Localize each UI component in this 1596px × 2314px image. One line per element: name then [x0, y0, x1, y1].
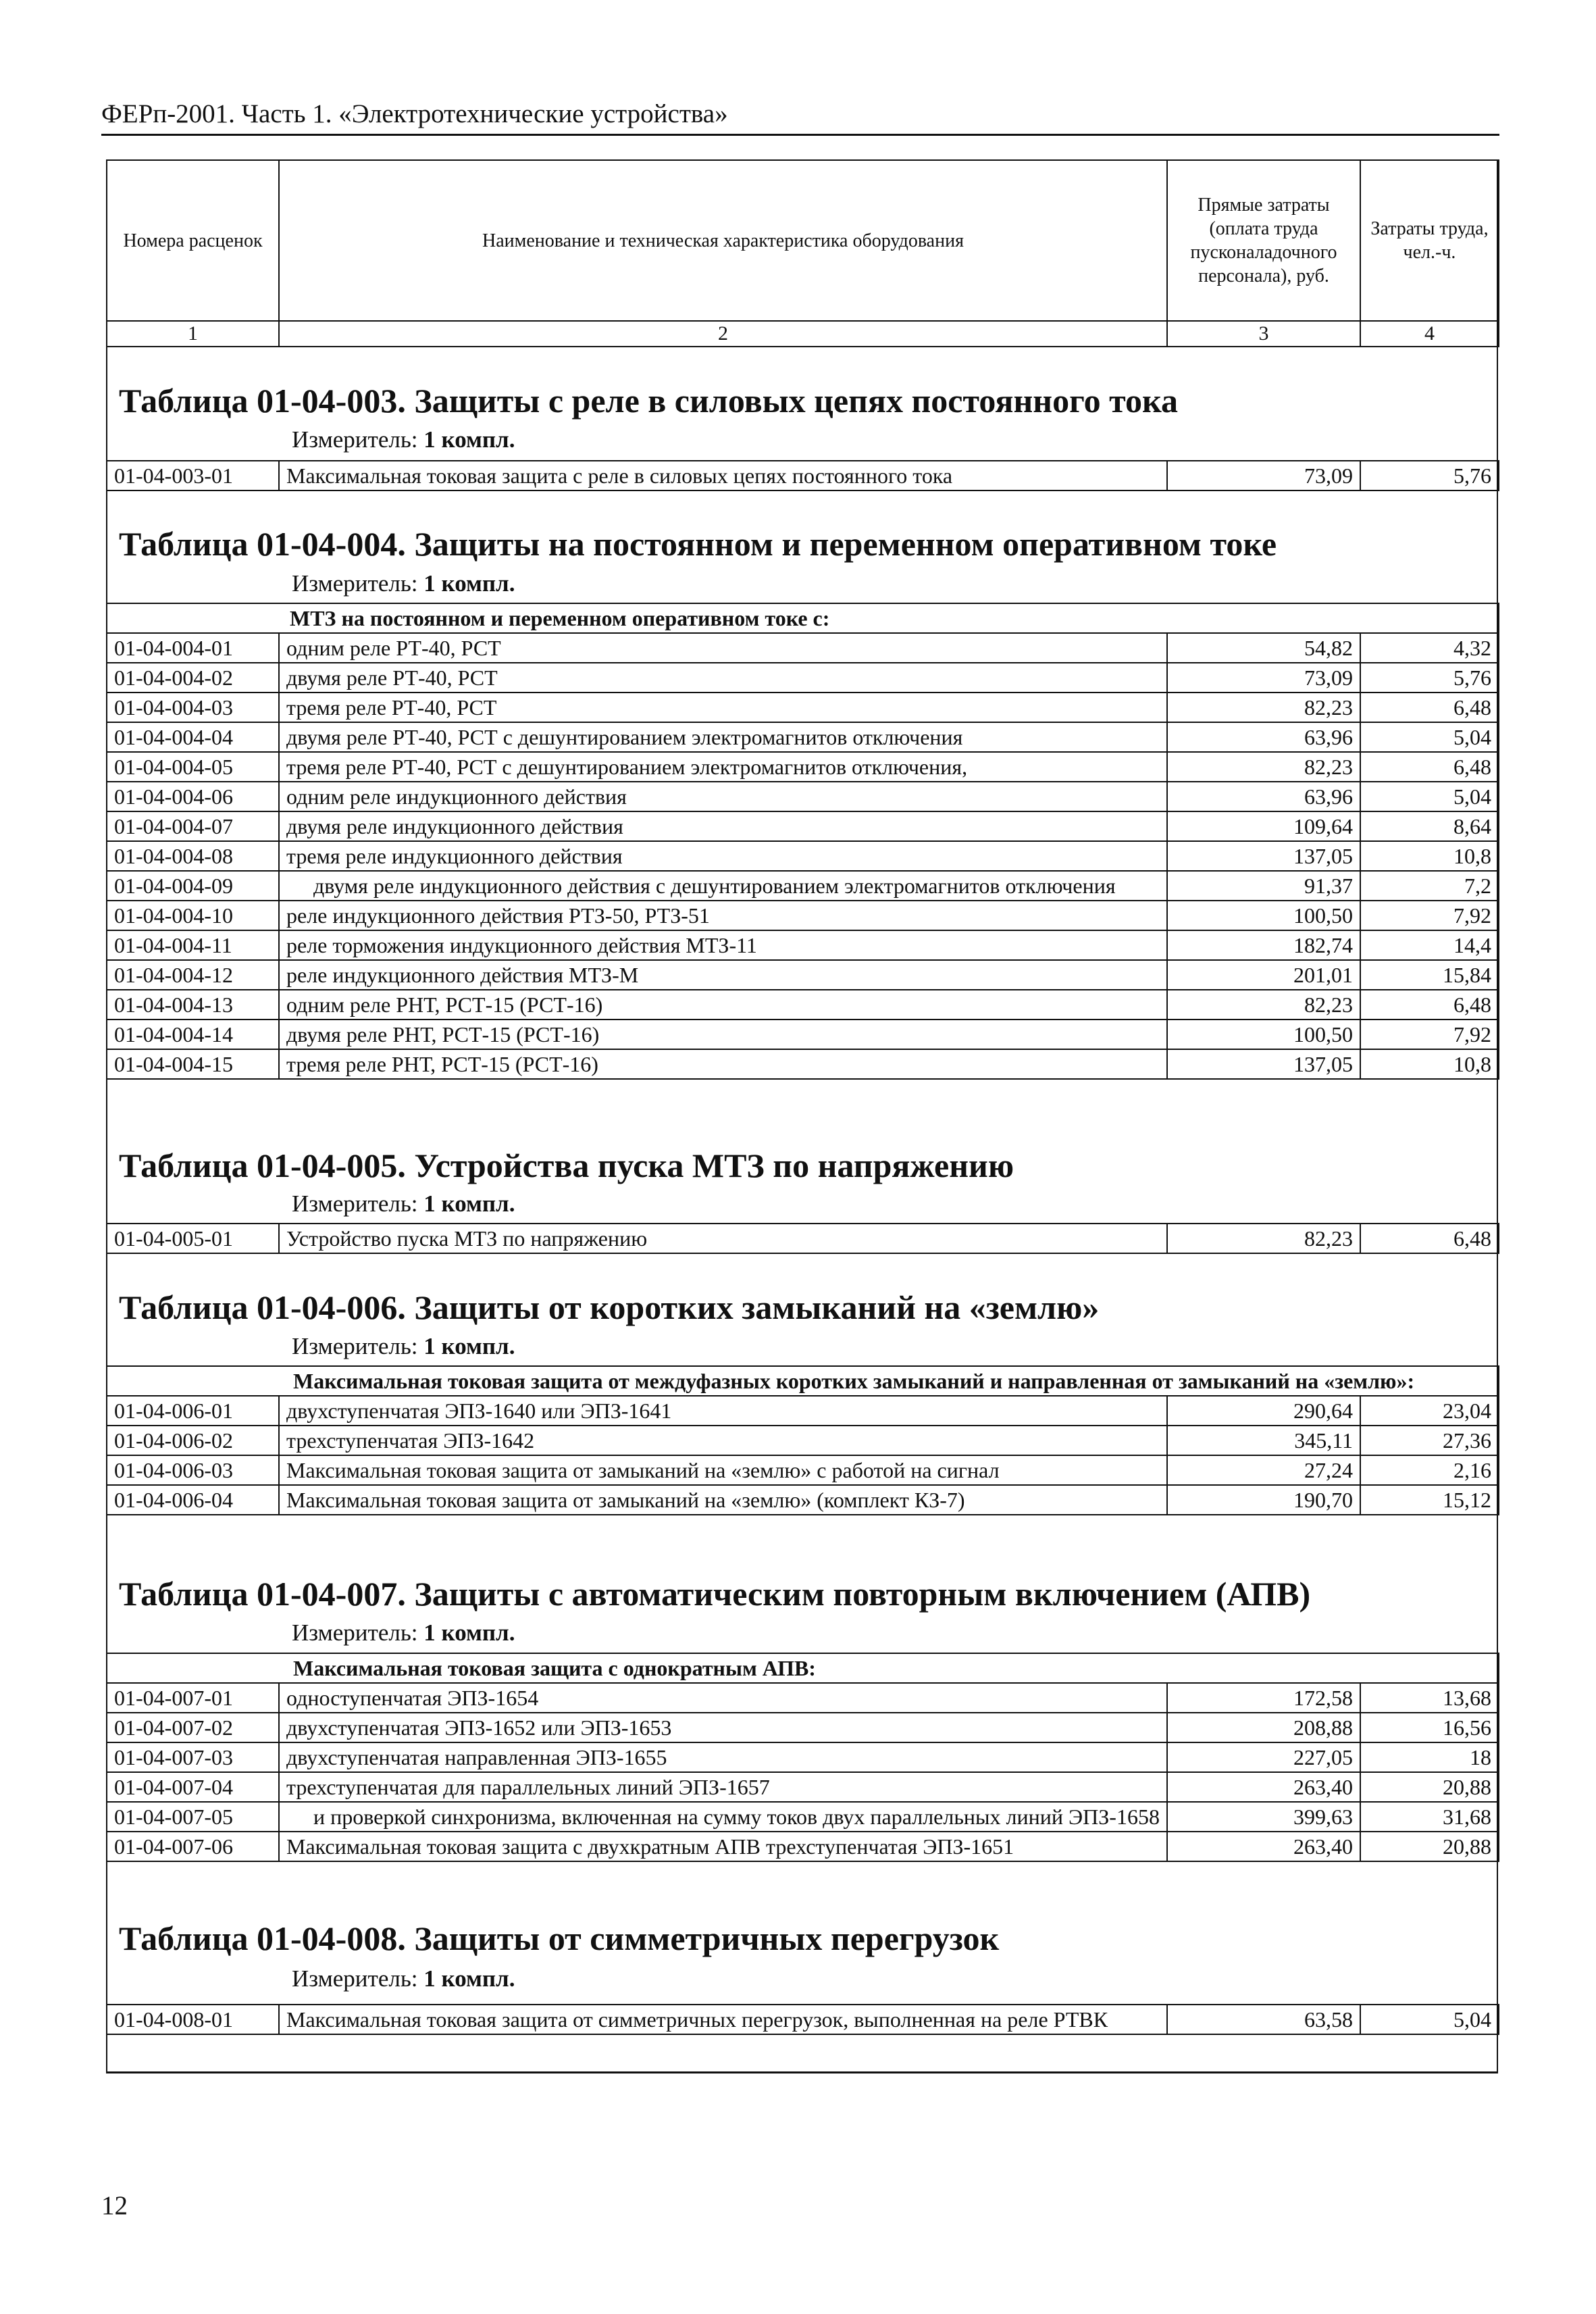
table-row — [107, 1683, 1499, 1713]
row-code: 01-04-006-03 — [107, 1455, 279, 1485]
row-name: Максимальная токовая защита с реле в силовых цепях постоянного тока — [279, 461, 1167, 491]
row-code: 01-04-007-03 — [107, 1742, 279, 1772]
row-code: 01-04-004-04 — [107, 722, 279, 752]
section-title-004: Таблица 01-04-004. Защиты на постоянном и переменном оперативном токе — [119, 525, 1277, 563]
row-labor: 31,68 — [1360, 1802, 1499, 1832]
row-cost: 82,23 — [1167, 693, 1360, 722]
row-code: 01-04-004-02 — [107, 663, 279, 693]
table-row — [107, 752, 1499, 782]
unit-label: Измеритель: — [292, 1190, 418, 1217]
row-labor: 4,32 — [1360, 633, 1499, 663]
table-row — [107, 1485, 1499, 1515]
unit-006 — [292, 1333, 515, 1360]
row-cost: 100,50 — [1167, 901, 1360, 930]
table-row — [107, 2005, 1499, 2034]
row-code: 01-04-004-06 — [107, 782, 279, 811]
row-name: Максимальная токовая защита с двухкратным АПВ трехступенчатая ЭПЗ-1651 — [279, 1832, 1167, 1861]
group-header: Максимальная токовая защита от междуфазных коротких замыканий и направленная от замыканий на «землю»: — [107, 1366, 1499, 1396]
row-labor: 6,48 — [1360, 990, 1499, 1020]
unit-label: Измеритель: — [292, 570, 418, 597]
unit-value: 1 компл. — [423, 1619, 515, 1646]
row-cost: 63,96 — [1167, 722, 1360, 752]
row-name: одноступенчатая ЭПЗ-1654 — [279, 1683, 1167, 1713]
row-code: 01-04-004-11 — [107, 930, 279, 960]
group-header-row — [107, 1366, 1499, 1396]
table-row — [107, 633, 1499, 663]
unit-003 — [292, 426, 515, 453]
unit-label: Измеритель: — [292, 1965, 418, 1992]
table-row — [107, 811, 1499, 841]
unit-007 — [292, 1619, 515, 1646]
column-number-3: 3 — [1167, 321, 1360, 347]
row-cost: 100,50 — [1167, 1020, 1360, 1049]
row-cost: 190,70 — [1167, 1485, 1360, 1515]
unit-value: 1 компл. — [423, 1333, 515, 1359]
row-code: 01-04-006-04 — [107, 1485, 279, 1515]
table-row — [107, 930, 1499, 960]
column-header-name: Наименование и техническая характеристика оборудования — [279, 160, 1167, 321]
row-cost: 54,82 — [1167, 633, 1360, 663]
section-title-008: Таблица 01-04-008. Защиты от симметричных перегрузок — [119, 1919, 1000, 1957]
row-name: Максимальная токовая защита от замыканий на «землю» (комплект КЗ-7) — [279, 1485, 1167, 1515]
table-row — [107, 990, 1499, 1020]
row-name: двухступенчатая ЭПЗ-1652 или ЭПЗ-1653 — [279, 1713, 1167, 1742]
row-labor: 5,04 — [1360, 782, 1499, 811]
column-number-4: 4 — [1360, 321, 1499, 347]
table-007 — [106, 1653, 1499, 1862]
row-code: 01-04-004-01 — [107, 633, 279, 663]
group-header-row — [107, 1653, 1499, 1683]
column-number-2: 2 — [279, 321, 1167, 347]
table-row — [107, 841, 1499, 871]
row-cost: 137,05 — [1167, 1049, 1360, 1079]
row-cost: 91,37 — [1167, 871, 1360, 901]
table-row — [107, 1772, 1499, 1802]
row-name: трехступенчатая для параллельных линий ЭПЗ-1657 — [279, 1772, 1167, 1802]
row-labor: 27,36 — [1360, 1426, 1499, 1455]
table-row — [107, 1832, 1499, 1861]
row-name: реле торможения индукционного действия МТЗ-11 — [279, 930, 1167, 960]
table-row — [107, 1742, 1499, 1772]
row-cost: 73,09 — [1167, 663, 1360, 693]
row-name: двухступенчатая ЭПЗ-1640 или ЭПЗ-1641 — [279, 1396, 1167, 1426]
row-name: двухступенчатая направленная ЭПЗ-1655 — [279, 1742, 1167, 1772]
row-labor: 18 — [1360, 1742, 1499, 1772]
row-labor: 23,04 — [1360, 1396, 1499, 1426]
row-name: двумя реле индукционного действия — [279, 811, 1167, 841]
row-name: реле индукционного действия РТЗ-50, РТЗ-51 — [279, 901, 1167, 930]
table-row — [107, 901, 1499, 930]
row-cost: 63,96 — [1167, 782, 1360, 811]
row-labor: 5,76 — [1360, 461, 1499, 491]
row-cost: 263,40 — [1167, 1832, 1360, 1861]
table-003 — [106, 460, 1499, 491]
row-cost: 82,23 — [1167, 990, 1360, 1020]
row-code: 01-04-004-09 — [107, 871, 279, 901]
group-header: МТЗ на постоянном и переменном оперативном токе с: — [107, 603, 1499, 633]
row-name: Максимальная токовая защита от замыканий на «землю» с работой на сигнал — [279, 1455, 1167, 1485]
page-header: ФЕРп-2001. Часть 1. «Электротехнические устройства» — [101, 99, 728, 128]
group-header: Максимальная токовая защита с однократным АПВ: — [107, 1653, 1499, 1683]
row-cost: 137,05 — [1167, 841, 1360, 871]
row-labor: 7,92 — [1360, 901, 1499, 930]
table-row — [107, 663, 1499, 693]
row-labor: 15,12 — [1360, 1485, 1499, 1515]
row-name: тремя реле РТ-40, РСТ с дешунтированием электромагнитов отключения, — [279, 752, 1167, 782]
row-labor: 13,68 — [1360, 1683, 1499, 1713]
row-cost: 263,40 — [1167, 1772, 1360, 1802]
row-code: 01-04-004-13 — [107, 990, 279, 1020]
row-labor: 7,92 — [1360, 1020, 1499, 1049]
row-name: трехступенчатая ЭПЗ-1642 — [279, 1426, 1167, 1455]
column-header-cost: Прямые затраты (оплата труда пусконаладочного персонала), руб. — [1167, 160, 1360, 321]
row-name: реле индукционного действия МТЗ-М — [279, 960, 1167, 990]
row-labor: 5,04 — [1360, 2005, 1499, 2034]
row-cost: 399,63 — [1167, 1802, 1360, 1832]
row-code: 01-04-007-05 — [107, 1802, 279, 1832]
row-labor: 8,64 — [1360, 811, 1499, 841]
row-cost: 82,23 — [1167, 752, 1360, 782]
row-code: 01-04-007-06 — [107, 1832, 279, 1861]
row-name: двумя реле индукционного действия с дешунтированием электромагнитов отключения — [279, 871, 1167, 901]
row-name: Устройство пуска МТЗ по напряжению — [279, 1224, 1167, 1253]
row-labor: 7,2 — [1360, 871, 1499, 901]
table-row — [107, 960, 1499, 990]
row-name: тремя реле РТ-40, РСТ — [279, 693, 1167, 722]
row-labor: 6,48 — [1360, 752, 1499, 782]
row-labor: 5,04 — [1360, 722, 1499, 752]
table-row — [107, 1396, 1499, 1426]
table-008 — [106, 2004, 1499, 2035]
row-cost: 73,09 — [1167, 461, 1360, 491]
table-row — [107, 782, 1499, 811]
unit-008 — [292, 1965, 515, 1992]
row-code: 01-04-004-15 — [107, 1049, 279, 1079]
row-code: 01-04-007-04 — [107, 1772, 279, 1802]
row-cost: 227,05 — [1167, 1742, 1360, 1772]
table-row — [107, 722, 1499, 752]
row-name: Максимальная токовая защита от симметричных перегрузок, выполненная на реле РТВК — [279, 2005, 1167, 2034]
column-header-table — [106, 159, 1499, 347]
row-cost: 208,88 — [1167, 1713, 1360, 1742]
row-name: одним реле РНТ, РСТ-15 (РСТ-16) — [279, 990, 1167, 1020]
unit-005 — [292, 1190, 515, 1217]
row-code: 01-04-006-02 — [107, 1426, 279, 1455]
table-row — [107, 1802, 1499, 1832]
column-header-codes: Номера расценок — [107, 160, 279, 321]
row-cost: 201,01 — [1167, 960, 1360, 990]
row-cost: 82,23 — [1167, 1224, 1360, 1253]
table-005 — [106, 1223, 1499, 1254]
row-name: двумя реле РТ-40, РСТ — [279, 663, 1167, 693]
row-labor: 16,56 — [1360, 1713, 1499, 1742]
unit-label: Измеритель: — [292, 1333, 418, 1359]
section-title-006: Таблица 01-04-006. Защиты от коротких замыканий на «землю» — [119, 1288, 1100, 1326]
row-code: 01-04-008-01 — [107, 2005, 279, 2034]
row-code: 01-04-006-01 — [107, 1396, 279, 1426]
row-labor: 5,76 — [1360, 663, 1499, 693]
row-cost: 63,58 — [1167, 2005, 1360, 2034]
row-cost: 172,58 — [1167, 1683, 1360, 1713]
row-code: 01-04-004-07 — [107, 811, 279, 841]
row-code: 01-04-004-10 — [107, 901, 279, 930]
row-cost: 182,74 — [1167, 930, 1360, 960]
unit-value: 1 компл. — [423, 570, 515, 597]
header-rule — [101, 134, 1499, 136]
row-name: тремя реле индукционного действия — [279, 841, 1167, 871]
row-code: 01-04-004-08 — [107, 841, 279, 871]
row-code: 01-04-007-01 — [107, 1683, 279, 1713]
group-header-row — [107, 603, 1499, 633]
table-row — [107, 693, 1499, 722]
row-labor: 10,8 — [1360, 841, 1499, 871]
row-code: 01-04-004-03 — [107, 693, 279, 722]
row-labor: 6,48 — [1360, 1224, 1499, 1253]
row-name: тремя реле РНТ, РСТ-15 (РСТ-16) — [279, 1049, 1167, 1079]
unit-value: 1 компл. — [423, 1190, 515, 1217]
row-labor: 20,88 — [1360, 1832, 1499, 1861]
column-number-1: 1 — [107, 321, 279, 347]
row-name: двумя реле РНТ, РСТ-15 (РСТ-16) — [279, 1020, 1167, 1049]
row-labor: 20,88 — [1360, 1772, 1499, 1802]
row-code: 01-04-004-05 — [107, 752, 279, 782]
row-name: одним реле индукционного действия — [279, 782, 1167, 811]
row-code: 01-04-003-01 — [107, 461, 279, 491]
row-code: 01-04-004-12 — [107, 960, 279, 990]
row-labor: 15,84 — [1360, 960, 1499, 990]
unit-label: Измеритель: — [292, 1619, 418, 1646]
row-code: 01-04-007-02 — [107, 1713, 279, 1742]
row-cost: 27,24 — [1167, 1455, 1360, 1485]
row-labor: 6,48 — [1360, 693, 1499, 722]
table-row — [107, 1049, 1499, 1079]
column-header-labor: Затраты труда, чел.-ч. — [1360, 160, 1499, 321]
table-row — [107, 871, 1499, 901]
table-row — [107, 461, 1499, 491]
table-004 — [106, 603, 1499, 1080]
row-code: 01-04-004-14 — [107, 1020, 279, 1049]
unit-label: Измеритель: — [292, 426, 418, 453]
table-row — [107, 1426, 1499, 1455]
table-006 — [106, 1365, 1499, 1515]
row-labor: 2,16 — [1360, 1455, 1499, 1485]
section-title-003: Таблица 01-04-003. Защиты с реле в силовых цепях постоянного тока — [119, 382, 1179, 420]
row-name: и проверкой синхронизма, включенная на сумму токов двух параллельных линий ЭПЗ-1658 — [279, 1802, 1167, 1832]
unit-value: 1 компл. — [423, 426, 515, 453]
row-name: одним реле РТ-40, РСТ — [279, 633, 1167, 663]
page-number: 12 — [101, 2191, 128, 2220]
section-title-007: Таблица 01-04-007. Защиты с автоматическим повторным включением (АПВ) — [119, 1575, 1311, 1613]
row-labor: 14,4 — [1360, 930, 1499, 960]
row-cost: 109,64 — [1167, 811, 1360, 841]
row-name: двумя реле РТ-40, РСТ с дешунтированием электромагнитов отключения — [279, 722, 1167, 752]
table-row — [107, 1020, 1499, 1049]
table-row — [107, 1224, 1499, 1253]
row-cost: 290,64 — [1167, 1396, 1360, 1426]
unit-value: 1 компл. — [423, 1965, 515, 1992]
table-row — [107, 1455, 1499, 1485]
section-title-005: Таблица 01-04-005. Устройства пуска МТЗ по напряжению — [119, 1147, 1014, 1184]
row-labor: 10,8 — [1360, 1049, 1499, 1079]
row-code: 01-04-005-01 — [107, 1224, 279, 1253]
table-row — [107, 1713, 1499, 1742]
unit-004 — [292, 570, 515, 597]
row-cost: 345,11 — [1167, 1426, 1360, 1455]
